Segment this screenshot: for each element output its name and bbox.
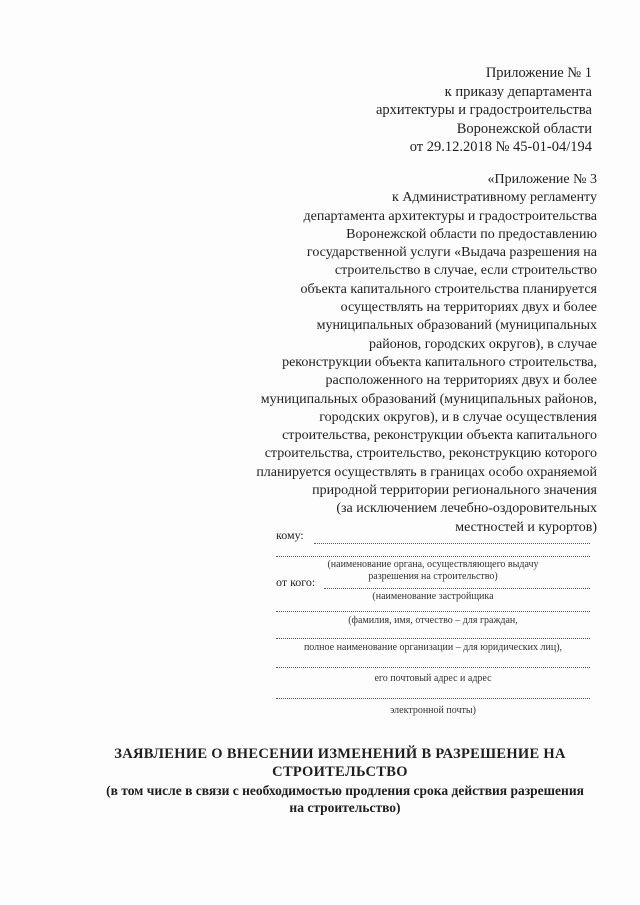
address-caption: его почтовый адрес и адрес: [374, 673, 492, 684]
annex-3-header: [237, 171, 597, 537]
annex-3-line: строительства, реконструкции объекта капитального: [282, 428, 597, 444]
annex-1-line: от 29.12.2018 № 45-01-04/194: [409, 139, 592, 155]
annex-1-line: Приложение № 1: [485, 65, 592, 81]
annex-3-line: муниципальных образований (муниципальных районов,: [260, 391, 597, 407]
developer-field-line[interactable]: [276, 611, 590, 612]
document-subtitle-line: на строительство): [289, 800, 401, 815]
annex-3-line: природной территории регионального значения: [312, 483, 597, 499]
annex-1-header: [376, 64, 592, 157]
annex-3-line: (за исключением лечебно-оздоровительных: [336, 501, 597, 517]
annex-3-line: осуществлять на территориях двух и более: [340, 300, 597, 316]
annex-3-line: местностей и курортов): [455, 519, 597, 535]
annex-1-line: архитектуры и градостроительства: [375, 102, 592, 118]
name-caption: (фамилия, имя, отчество – для граждан,: [348, 615, 518, 626]
annex-3-line: строительство в случае, если строительство: [334, 263, 597, 279]
annex-3-line: районов, городских округов), в случае: [369, 336, 597, 352]
annex-3-line: к Административному регламенту: [392, 190, 597, 206]
annex-3-line: муниципальных образований (муниципальных: [316, 318, 597, 334]
developer-caption: (наименование застройщика: [372, 591, 494, 602]
annex-3-line: государственной услуги «Выдача разрешения на: [306, 245, 597, 261]
annex-3-line: «Приложение № 3: [487, 172, 597, 187]
annex-3-line: городских округов), и в случае осуществления: [319, 409, 597, 425]
annex-3-line: расположенного на территориях двух и более: [325, 373, 597, 389]
email-caption: электронной почты): [390, 705, 476, 716]
annex-3-line: Воронежской области по предоставлению: [346, 226, 597, 242]
annex-3-line: реконструкции объекта капитального строительства,: [282, 354, 597, 370]
document-title: [90, 745, 590, 781]
document-title-line: ЗАЯВЛЕНИЕ О ВНЕСЕНИИ ИЗМЕНЕНИЙ В РАЗРЕШЕНИЕ НА: [114, 746, 566, 762]
name-field-line[interactable]: [276, 638, 590, 639]
organization-caption: полное наименование организации – для юридических лиц),: [303, 642, 563, 653]
document-subtitle-line: (в том числе в связи с необходимостью продления срока действия разрешения: [106, 783, 584, 798]
to-label: кому:: [276, 528, 304, 542]
from-label: от кого:: [276, 575, 316, 589]
annex-3-line: департамента архитектуры и градостроительства: [303, 208, 597, 224]
to-caption-line: разрешения на строительство): [368, 571, 498, 582]
from-field-line[interactable]: [324, 588, 590, 589]
to-caption: [276, 559, 590, 583]
to-caption-line: (наименование органа, осуществляющего выдачу: [327, 559, 539, 570]
to-field-line-2[interactable]: [276, 556, 590, 557]
organization-field-line[interactable]: [276, 667, 590, 668]
document-title-line: СТРОИТЕЛЬСТВО: [272, 764, 408, 780]
address-field-line[interactable]: [276, 698, 590, 699]
to-field-line[interactable]: [314, 543, 590, 544]
annex-1-line: к приказу департамента: [444, 83, 592, 100]
annex-3-line: объекта капитального строительства планируется: [300, 281, 597, 297]
annex-3-line: планируется осуществлять в границах особо охраняемой: [256, 464, 597, 480]
document-subtitle: [60, 782, 630, 816]
annex-3-line: строительства, строительство, реконструкцию которого: [264, 446, 597, 462]
annex-1-line: Воронежской области: [456, 120, 592, 137]
